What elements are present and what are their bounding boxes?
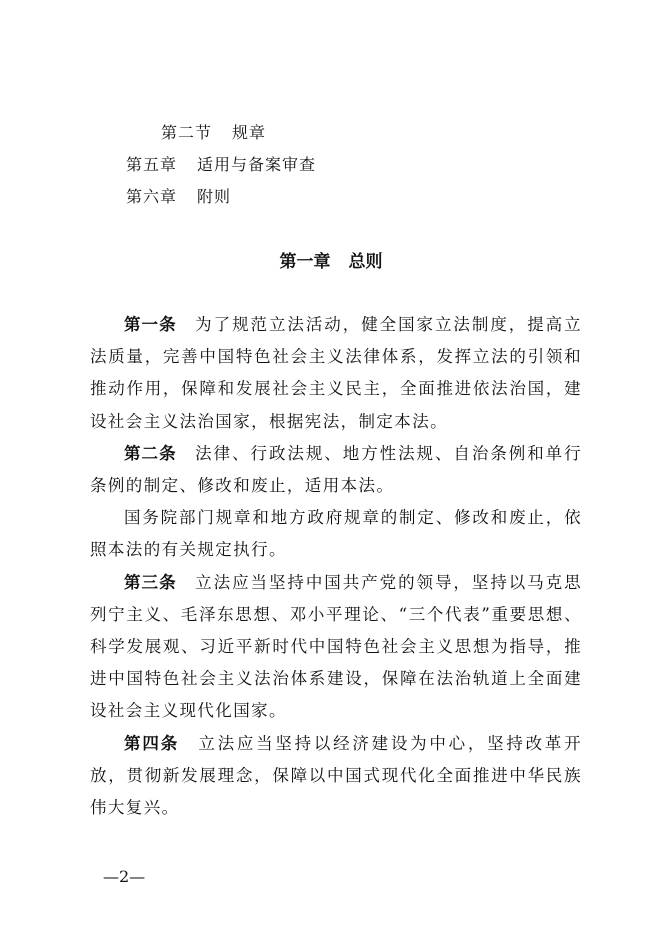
- toc-entry-title: 规章: [232, 123, 267, 142]
- article-paragraph-1: [90, 309, 582, 438]
- toc-entry-chapter-5: [126, 155, 316, 175]
- article-text: 国务院部门规章和地方政府规章的制定、修改和废止，依照本法的有关规定执行。: [90, 508, 582, 560]
- article-number: 第一条: [124, 315, 177, 334]
- toc-entry-label: 第五章: [126, 155, 178, 174]
- toc-entry-section-2: [161, 123, 266, 143]
- chapter-title-text: 总则: [348, 252, 383, 272]
- article-text: 立法应当坚持中国共产党的领导，坚持以马克思列宁主义、毛泽东思想、邓小平理论、“三个代表”重要思想、科学发展观、习近平新时代中国特色社会主义思想为指导，推进中国特色社会主义法治体系建设，保障在法治轨道上全面建设社会主义现代化国家。: [90, 572, 582, 721]
- chapter-label: 第一章: [279, 252, 331, 272]
- article-paragraph-3: [90, 567, 582, 728]
- toc-entry-title: 适用与备案审查: [197, 155, 317, 174]
- article-paragraph-2: [90, 438, 582, 502]
- toc-entry-chapter-6: [126, 187, 231, 207]
- chapter-heading: [0, 252, 662, 272]
- article-number: 第三条: [124, 572, 177, 592]
- article-number: 第四条: [124, 733, 180, 753]
- article-number: 第二条: [124, 443, 177, 463]
- article-paragraph-2-continued: [90, 502, 582, 566]
- toc-entry-label: 第二节: [161, 123, 213, 142]
- toc-entry-label: 第六章: [126, 187, 178, 206]
- article-paragraph-4: [90, 728, 582, 825]
- article-text: 立法应当坚持以经济建设为中心，坚持改革开放，贯彻新发展理念，保障以中国式现代化全面推进中华民族伟大复兴。: [90, 733, 583, 818]
- page-number: —2—: [103, 867, 146, 886]
- article-text: 为了规范立法活动，健全国家立法制度，提高立法质量，完善中国特色社会主义法律体系，发挥立法的引领和推动作用，保障和发展社会主义民主，全面推进依法治国，建设社会主义法治国家，根据宪法，制定本法。: [90, 315, 582, 431]
- toc-entry-title: 附则: [197, 187, 232, 206]
- article-text: 法律、行政法规、地方性法规、自治条例和单行条例的制定、修改和废止，适用本法。: [90, 443, 582, 496]
- document-body: [90, 309, 582, 824]
